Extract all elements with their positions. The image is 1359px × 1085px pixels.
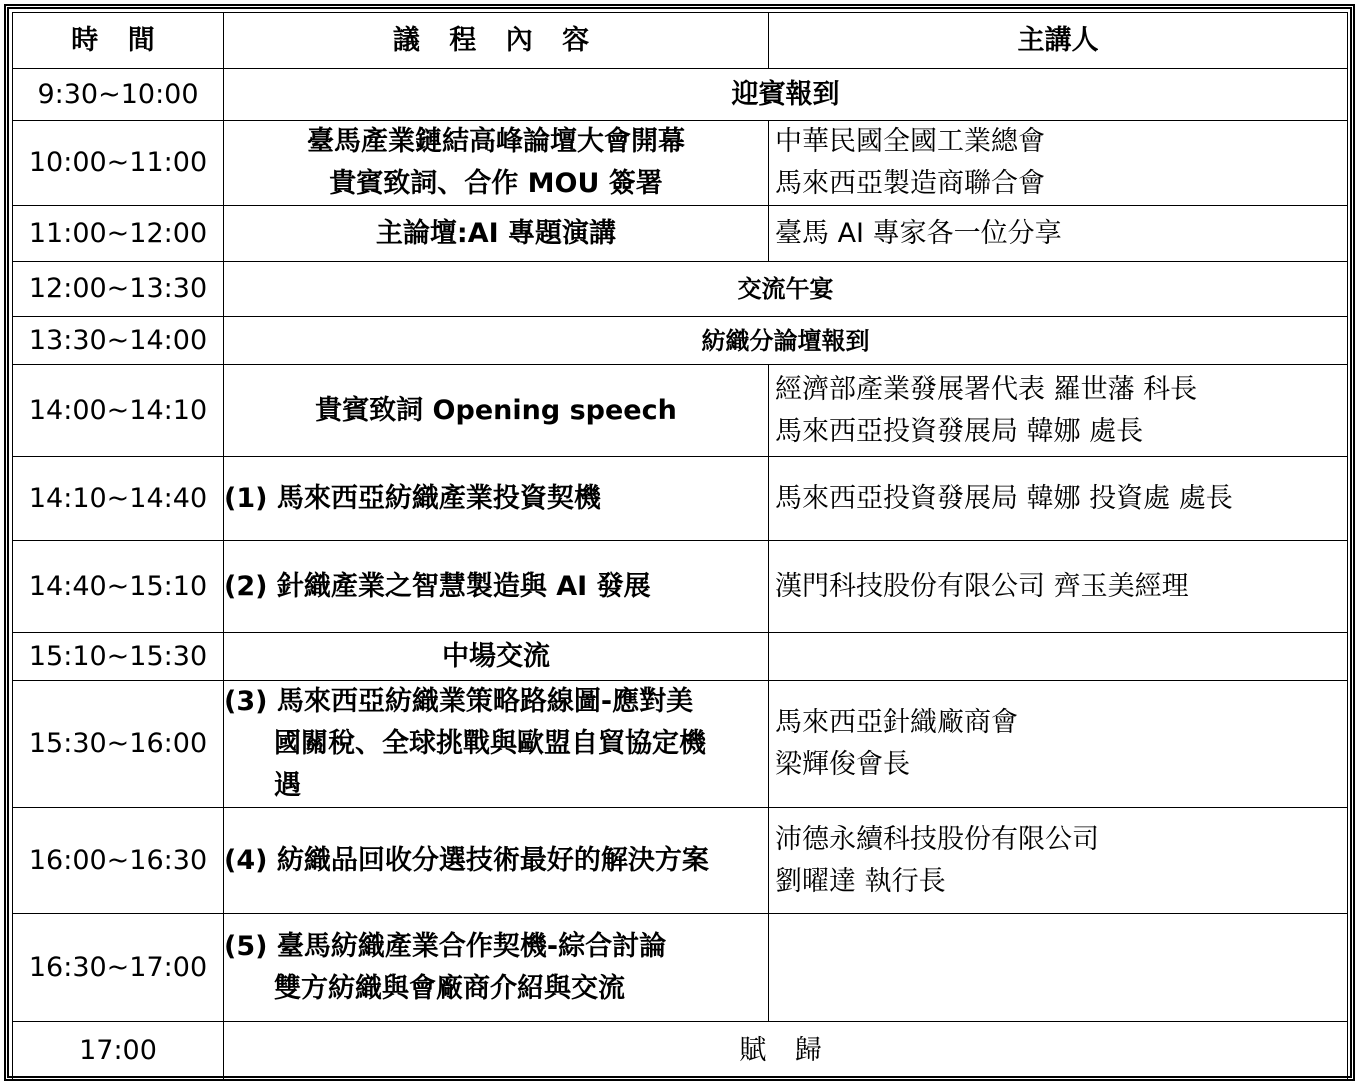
agenda-line: 雙方紡織與會廠商介紹與交流 [274,972,625,1004]
time-cell: 11:00~12:00 [13,206,224,262]
speaker-cell [769,808,1348,914]
agenda-cell [224,121,769,206]
speaker-line: 沛德永續科技股份有限公司 [775,823,1099,855]
speaker-cell [769,681,1348,808]
table-row [13,262,1348,317]
time-cell: 14:40~15:10 [13,541,224,633]
time-cell: 10:00~11:00 [13,121,224,206]
agenda-cell [224,914,769,1022]
header-speaker: 主講人 [769,13,1348,69]
time-cell: 15:30~16:00 [13,681,224,808]
time-cell: 17:00 [13,1022,224,1080]
speaker-line: 馬來西亞製造商聯合會 [775,168,1045,199]
speaker-cell: 臺馬 AI 專家各一位分享 [769,206,1348,262]
header-agenda: 議 程 內 容 [224,13,769,69]
speaker-cell: 馬來西亞投資發展局 韓娜 投資處 處長 [769,457,1348,541]
agenda-line: 臺馬產業鏈結高峰論壇大會開幕 [307,126,685,157]
table-row [13,206,1348,262]
speaker-line: 馬來西亞針織廠商會 [775,707,1018,738]
speaker-cell [769,121,1348,206]
time-cell: 14:00~14:10 [13,365,224,457]
agenda-line: 國關稅、全球挑戰與歐盟自貿協定機 [274,728,706,759]
time-cell: 15:10~15:30 [13,633,224,681]
table-row [13,541,1348,633]
header-time: 時 間 [13,13,224,69]
merged-cell: 紡織分論壇報到 [224,317,1348,365]
agenda-line: (5) 臺馬紡織產業合作契機-綜合討論 [224,930,667,962]
speaker-line: 中華民國全國工業總會 [775,126,1045,157]
table-row [13,121,1348,206]
agenda-cell: (2) 針織產業之智慧製造與 AI 發展 [224,541,769,633]
time-cell: 13:30~14:00 [13,317,224,365]
time-cell: 9:30~10:00 [13,69,224,121]
table-row [13,914,1348,1022]
agenda-cell: 貴賓致詞 Opening speech [224,365,769,457]
merged-cell: 迎賓報到 [224,69,1348,121]
speaker-cell [769,914,1348,1022]
table-row [13,69,1348,121]
table-row [13,1022,1348,1080]
agenda-cell: 主論壇:AI 專題演講 [224,206,769,262]
table-header-row [13,13,1348,69]
agenda-table [12,12,1348,1080]
speaker-line: 經濟部產業發展署代表 羅世藩 科長 [775,373,1198,405]
agenda-cell: 中場交流 [224,633,769,681]
table-row [13,633,1348,681]
agenda-line: 遇 [274,770,301,801]
speaker-cell: 漢門科技股份有限公司 齊玉美經理 [769,541,1348,633]
table-row [13,365,1348,457]
speaker-line: 馬來西亞投資發展局 韓娜 處長 [775,415,1144,447]
speaker-cell [769,365,1348,457]
agenda-cell [224,681,769,808]
time-cell: 14:10~14:40 [13,457,224,541]
agenda-cell: (4) 紡織品回收分選技術最好的解決方案 [224,808,769,914]
table-row [13,457,1348,541]
agenda-line: (3) 馬來西亞紡織業策略路線圖-應對美 [224,686,694,717]
table-row [13,317,1348,365]
time-cell: 16:30~17:00 [13,914,224,1022]
agenda-line: 貴賓致詞、合作 MOU 簽署 [329,168,663,199]
time-cell: 16:00~16:30 [13,808,224,914]
merged-cell: 賦 歸 [224,1022,1348,1080]
speaker-line: 劉曜達 執行長 [775,865,946,897]
agenda-cell: (1) 馬來西亞紡織產業投資契機 [224,457,769,541]
table-row [13,808,1348,914]
merged-cell: 交流午宴 [224,262,1348,317]
table-row [13,681,1348,808]
time-cell: 12:00~13:30 [13,262,224,317]
speaker-cell [769,633,1348,681]
speaker-line: 梁輝俊會長 [775,749,910,780]
